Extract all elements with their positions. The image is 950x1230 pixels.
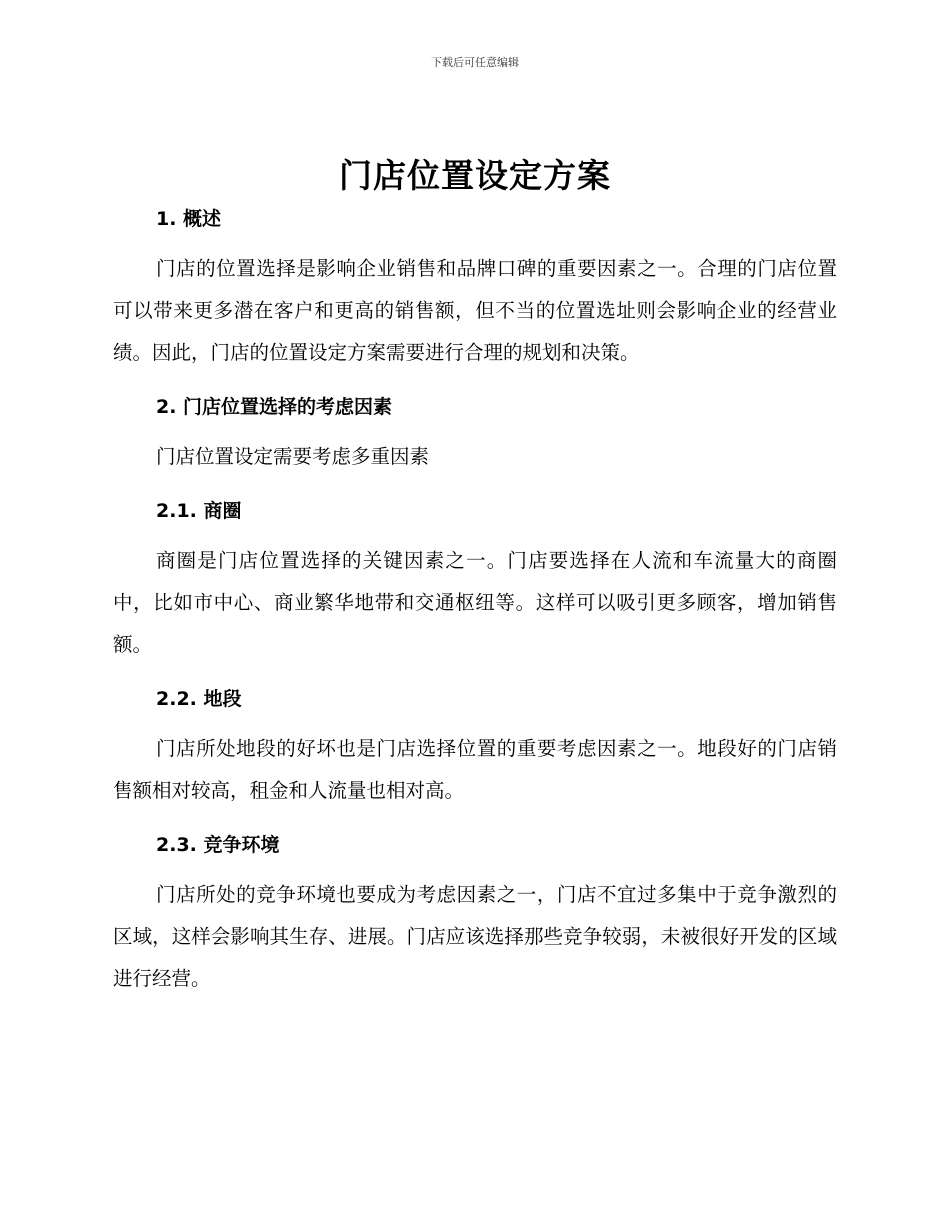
- document-title: 门店位置设定方案: [339, 156, 611, 195]
- section-paragraph-business-district: 商圈是门店位置选择的关键因素之一。门店要选择在人流和车流量大的商圈中，比如市中心、商业繁华地带和交通枢纽等。这样可以吸引更多顾客，增加销售额。: [113, 549, 837, 656]
- section-heading-business-district: 2.1. 商圈: [156, 500, 242, 522]
- header-note: 下载后可任意编辑: [431, 56, 519, 69]
- section-paragraph-location: 门店所处地段的好坏也是门店选择位置的重要考虑因素之一。地段好的门店销售额相对较高，租金和人流量也相对高。: [113, 737, 837, 802]
- section-heading-factors: 2. 门店位置选择的考虑因素: [156, 396, 393, 418]
- section-paragraph-factors: 门店位置设定需要考虑多重因素: [156, 445, 430, 468]
- document-body: [113, 204, 837, 1000]
- section-paragraph-competition: 门店所处的竞争环境也要成为考虑因素之一，门店不宜过多集中于竞争激烈的区域，这样会影响其生存、进展。门店应该选择那些竞争较弱，未被很好开发的区域进行经营。: [113, 883, 837, 990]
- section-heading-location: 2.2. 地段: [156, 688, 242, 710]
- section-heading-competition: 2.3. 竞争环境: [156, 834, 280, 856]
- section-paragraph-overview: 门店的位置选择是影响企业销售和品牌口碑的重要因素之一。合理的门店位置可以带来更多潜在客户和更高的销售额，但不当的位置选址则会影响企业的经营业绩。因此，门店的位置设定方案需要进行合理的规划和决策。: [113, 257, 837, 364]
- section-heading-overview: 1. 概述: [156, 208, 222, 230]
